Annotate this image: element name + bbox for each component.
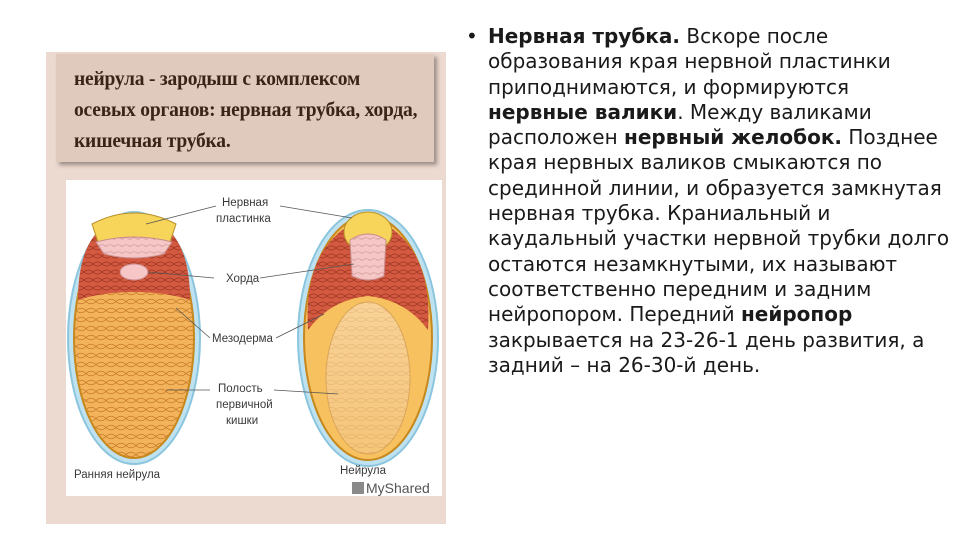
text-part-2: . Между валиками расположен xyxy=(488,99,872,150)
term-neural-folds: нервные валики xyxy=(488,99,678,124)
label-cavity-1: Полость xyxy=(218,383,263,395)
label-neural-plate-2: пластинка xyxy=(216,213,271,225)
early-neurula xyxy=(68,212,200,464)
watermark-text: MyShared xyxy=(366,480,430,496)
label-neurula: Нейрула xyxy=(340,465,386,477)
neurula-diagram xyxy=(66,180,442,496)
watermark-logo-icon xyxy=(352,482,364,494)
label-cavity-3: кишки xyxy=(226,415,259,427)
body-text xyxy=(466,24,952,378)
paragraph xyxy=(488,24,952,378)
label-neural-plate-1: Нервная xyxy=(222,197,269,209)
neurula-illustration xyxy=(66,180,442,496)
figure-caption: нейрула - зародыш с комплексом осевых органов: нервная трубка, хорда, кишечная трубка. xyxy=(74,69,418,152)
term-neuropore: нейропор xyxy=(740,302,853,327)
bullet: • xyxy=(466,24,478,48)
term-neural-tube: Нервная трубка. xyxy=(488,24,680,48)
text-part-3: Позднее края нервных валиков смыкаются по срединной линии, и образуется замкнутая нервная трубка. Краниальный и каудальный участки нервной трубки долго остаются незамкнутыми, их называют соответственно передним и задним нейропором. Передний xyxy=(488,125,950,327)
term-neural-groove: нервный желобок. xyxy=(624,125,843,150)
label-early-neurula: Ранняя нейрула xyxy=(74,469,161,481)
label-mesoderm: Мезодерма xyxy=(212,333,273,345)
figure-caption-box xyxy=(56,54,434,162)
label-cavity-2: первичной xyxy=(216,399,273,411)
label-chord: Хорда xyxy=(226,273,260,285)
text-part-1: Вскоре после образования края нервной пластинки приподнимаются, и формируются xyxy=(488,24,891,99)
late-neurula xyxy=(298,210,438,466)
myshared-watermark xyxy=(352,480,430,496)
text-part-4: закрывается на 23-26-1 день развития, а задний – на 26-30-й день. xyxy=(488,327,925,377)
